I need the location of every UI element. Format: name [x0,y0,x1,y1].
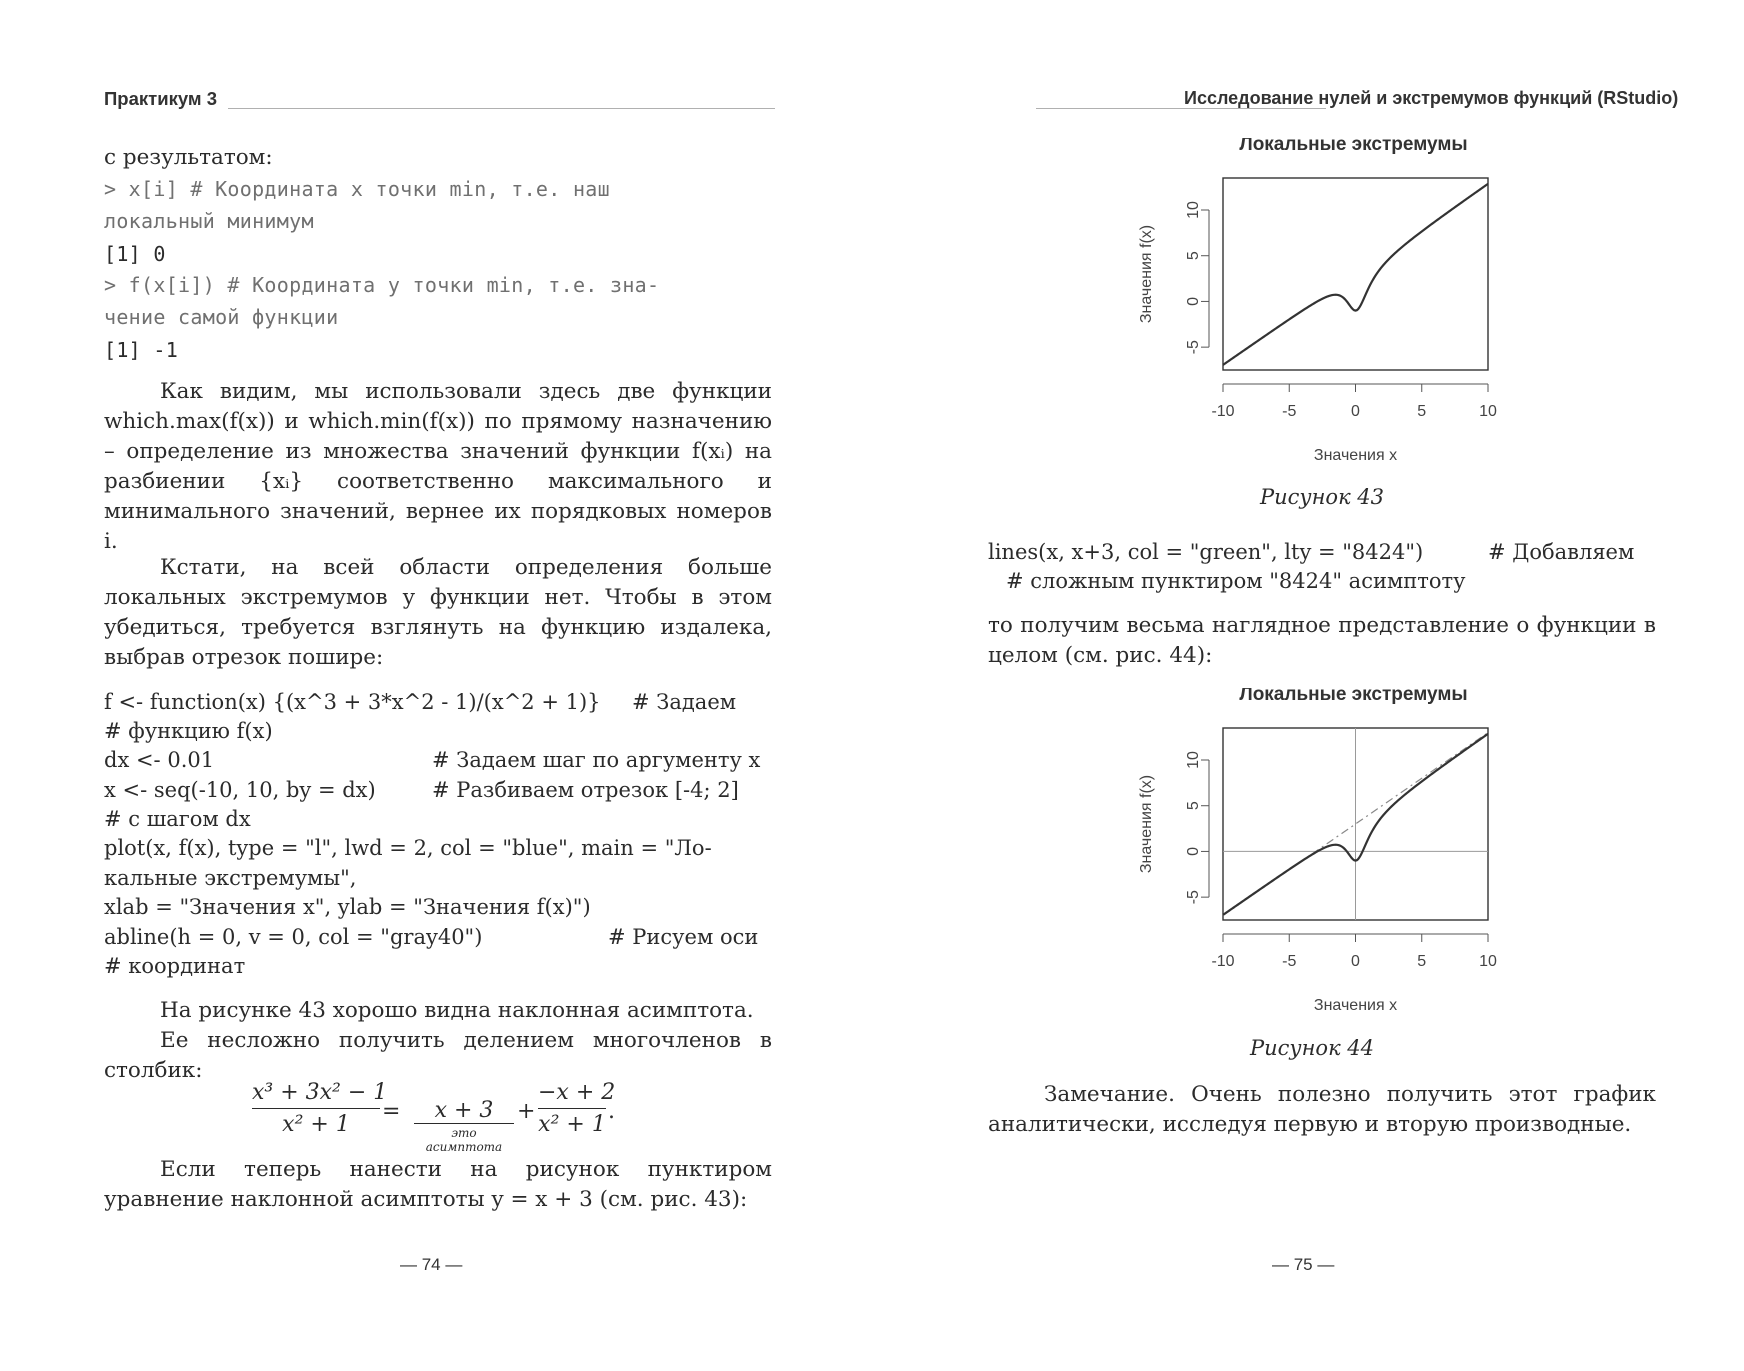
code-comment: # Задаем [632,690,737,714]
code-line: # с шагом dx [104,807,251,831]
figure-43-chart [1128,138,1548,478]
header-rule [228,108,775,109]
formula-rhs-denominator: x² + 1 [538,1112,606,1137]
paragraph-4: Ее несложно получить делением многочленов в столбик: [104,1028,772,1083]
y-tick-label: -5 [1185,890,1202,905]
formula-period: . [608,1099,615,1124]
y-tick-label: 5 [1185,251,1202,261]
x-tick-label: 0 [1351,953,1360,970]
intro-text: с результатом: [104,145,273,170]
code-line: abline(h = 0, v = 0, col = "gray40") [104,925,483,949]
paragraph-2: Кстати, на всей области определения больше локальных экстремумов у функции нет. Чтобы в этом убедиться, требуется взглянуть на функцию издалека, выбрав отрезок пошире: [104,555,772,670]
console-line: локальный минимум [104,209,314,233]
right-page [872,0,1744,1371]
formula-lhs-denominator: x² + 1 [282,1112,350,1137]
figure-44-caption: Рисунок 44 [1250,1036,1375,1060]
code-line: xlab = "Значения x", ylab = "Значения f(x)") [104,895,591,919]
figure-43-caption: Рисунок 43 [1260,485,1385,509]
formula-plus: + [517,1099,536,1124]
x-axis-label: Значения x [1313,447,1398,464]
console-line: [1] 0 [104,242,166,266]
x-tick-label: 5 [1417,953,1427,970]
x-axis-label: Значения x [1313,997,1398,1014]
console-line: > f(x[i]) # Координата y точки min, т.е. зна- [104,273,660,297]
console-line: [1] -1 [104,338,179,362]
code-line: x <- seq(-10, 10, by = dx) [104,778,376,802]
formula-rhs-numerator: −x + 2 [538,1080,616,1105]
formula-asymptote: x + 3 [414,1098,514,1124]
code-comment: # Рисуем оси [608,925,759,949]
chart-title: Локальные экстремумы [1239,688,1468,705]
code-line: f <- function(x) {(x^3 + 3*x^2 - 1)/(x^2 + 1)} [104,690,601,714]
y-tick-label: 0 [1185,296,1202,306]
x-tick-label: -10 [1211,953,1235,970]
formula-asymptote-note: это асимптота [425,1126,503,1154]
chart-title: Локальные экстремумы [1239,138,1468,155]
code-line: # координат [104,954,246,978]
paragraph-5: Если теперь нанести на рисунок пунктиром уравнение наклонной асимптоты y = x + 3 (см. рис. 43): [104,1157,772,1212]
y-axis-label: Значения f(x) [1138,224,1155,324]
code-line: lines(x, x+3, col = "green", lty = "8424") [988,540,1424,564]
paragraph-1: Как видим, мы использовали здесь две функции which.max(f(x)) и which.min(f(x)) по прямому назначению – определение из множества значений функции f(xᵢ) на разбиении {xᵢ} соответственно максимального и минимального значений, вернее их порядковых номеров i. [104,379,772,554]
page-number-right: — 75 — [1272,1255,1335,1274]
series-line-fx [1223,184,1488,365]
y-tick-label: -5 [1185,340,1202,355]
y-tick-label: 0 [1185,846,1202,856]
code-line: кальные экстремумы", [104,866,357,890]
x-tick-label: -5 [1282,403,1297,420]
y-axis-label: Значения f(x) [1138,774,1155,874]
figure-44-chart [1128,688,1548,1028]
x-tick-label: 10 [1479,403,1497,420]
formula-equals: = [382,1099,401,1124]
right-paragraph-2: Замечание. Очень полезно получить этот график аналитически, исследуя первую и вторую производные. [988,1082,1656,1137]
code-line: # функцию f(x) [104,719,273,743]
code-comment: # Добавляем [1488,540,1635,564]
running-head-right: Исследование нулей и экстремумов функций (RStudio) [1184,88,1679,108]
y-tick-label: 10 [1185,201,1202,219]
x-tick-label: 5 [1417,403,1427,420]
right-paragraph-1: то получим весьма наглядное представление о функции в целом (см. рис. 44): [988,613,1656,668]
code-comment: # Разбиваем отрезок [-4; 2] [432,778,739,802]
x-tick-label: -5 [1282,953,1297,970]
code-line: dx <- 0.01 [104,748,215,772]
console-line: чение самой функции [104,305,339,329]
paragraph-3: На рисунке 43 хорошо видна наклонная асимптота. [160,998,754,1023]
code-line: plot(x, f(x), type = "l", lwd = 2, col = "blue", main = "Ло- [104,836,712,860]
x-tick-label: 0 [1351,403,1360,420]
code-comment: # Задаем шаг по аргументу x [432,748,761,772]
x-tick-label: 10 [1479,953,1497,970]
page-number-left: — 74 — [400,1255,463,1274]
formula-lhs-numerator: x³ + 3x² − 1 [252,1080,388,1105]
console-line: > x[i] # Координата x точки min, т.е. наш [104,177,610,201]
running-head-left: Практикум 3 [104,88,217,109]
plot-frame [1223,178,1488,370]
y-tick-label: 10 [1185,751,1202,769]
code-comment: # сложным пунктиром "8424" асимптоту [1006,569,1466,593]
x-tick-label: -10 [1211,403,1235,420]
y-tick-label: 5 [1185,801,1202,811]
